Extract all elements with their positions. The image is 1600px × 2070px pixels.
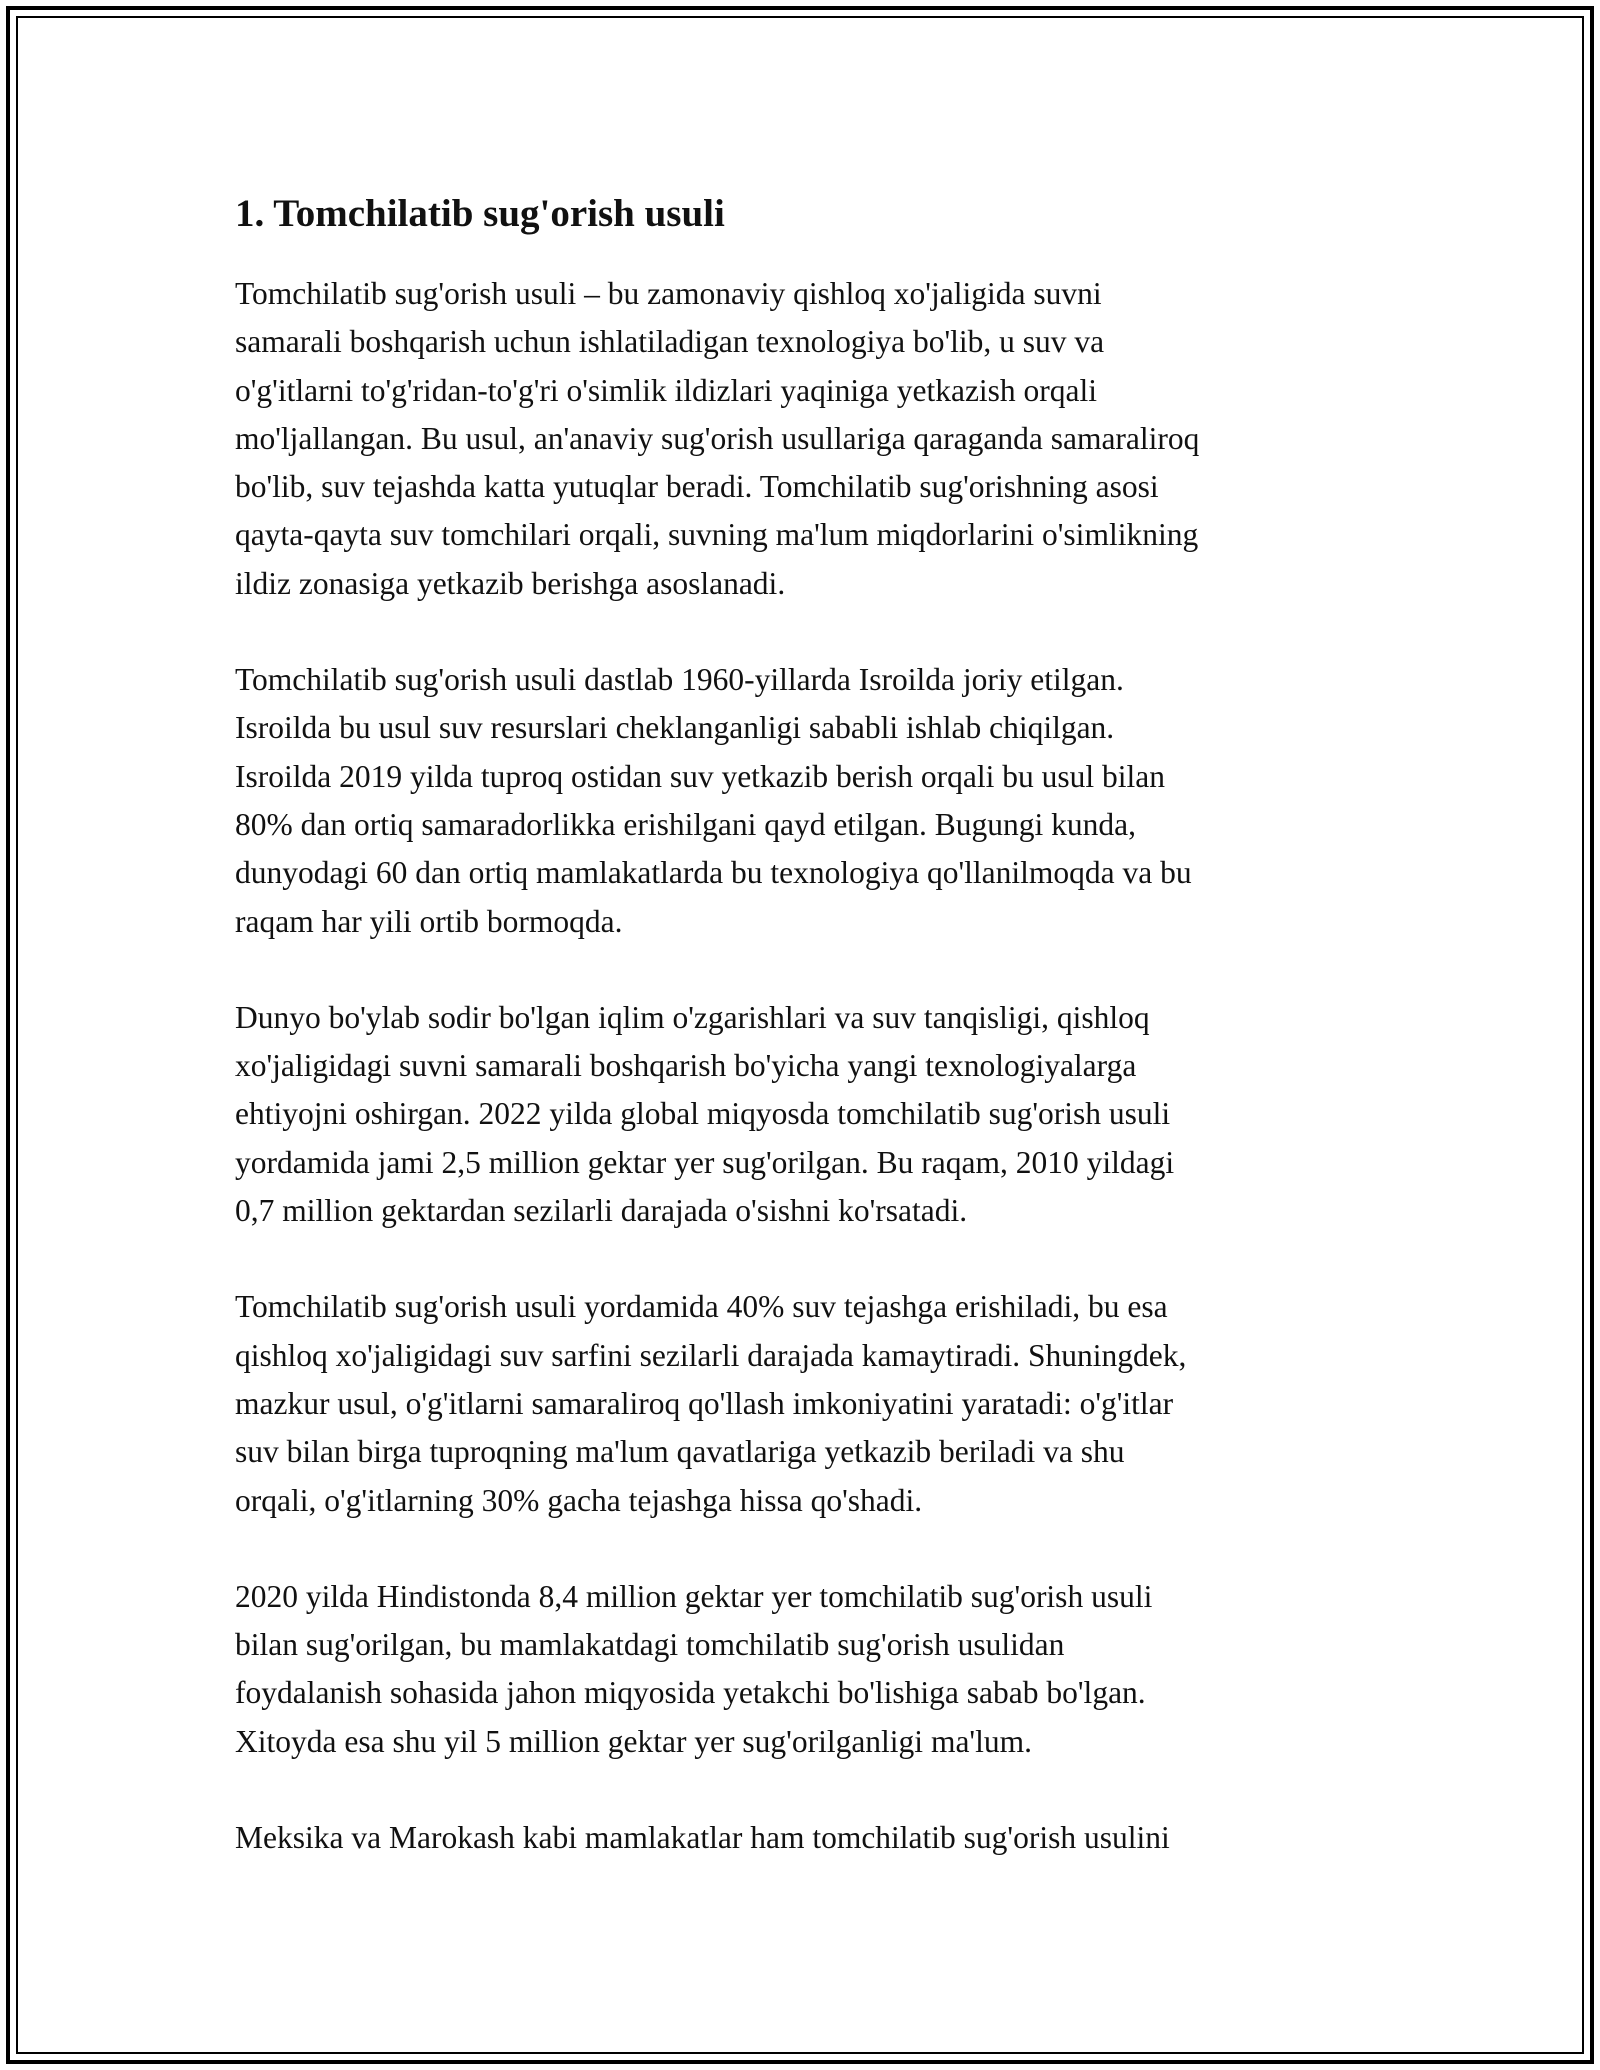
text-line: bo'lib, suv tejashda katta yutuqlar beradi. Tomchilatib sug'orishning asosi — [235, 469, 1159, 505]
paragraph — [235, 270, 1365, 608]
text-line: xo'jaligidagi suvni samarali boshqarish bo'yicha yangi texnologiyalarga — [235, 1048, 1137, 1084]
text-line: Isroilda bu usul suv resurslari cheklanganligi sababli ishlab chiqilgan. — [235, 710, 1115, 746]
text-line: Tomchilatib sug'orish usuli – bu zamonaviy qishloq xo'jaligida suvni — [235, 276, 1102, 311]
text-line: foydalanish sohasida jahon miqyosida yetakchi bo'lishiga sabab bo'lgan. — [235, 1675, 1146, 1711]
text-line: suv bilan birga tuproqning ma'lum qavatlariga yetkazib beriladi va shu — [235, 1434, 1125, 1470]
text-line: yordamida jami 2,5 million gektar yer sug'orilgan. Bu raqam, 2010 yildagi — [235, 1144, 1175, 1180]
text-line: mazkur usul, o'g'itlarni samaraliroq qo'llash imkoniyatini yaratadi: o'g'itlar — [235, 1385, 1174, 1421]
paragraph — [235, 1814, 1365, 1862]
text-line: Tomchilatib sug'orish usuli yordamida 40% suv tejashga erishiladi, bu esa — [235, 1289, 1168, 1325]
text-line: mo'ljallangan. Bu usul, an'anaviy sug'orish usullariga qaraganda samaraliroq — [235, 420, 1200, 456]
text-line: o'g'itlarni to'g'ridan-to'g'ri o'simlik ildizlari yaqiniga yetkazish orqali — [235, 372, 1098, 408]
paragraph — [235, 656, 1365, 946]
paragraph — [235, 1573, 1365, 1766]
text-line: qayta-qayta suv tomchilari orqali, suvning ma'lum miqdorlarini o'simlikning — [235, 517, 1199, 553]
text-line: bilan sug'orilgan, bu mamlakatdagi tomchilatib sug'orish usulidan — [235, 1627, 1065, 1663]
text-line: 0,7 million gektardan sezilarli darajada o'sishni ko'rsatadi. — [235, 1193, 968, 1229]
text-line: Meksika va Marokash kabi mamlakatlar ham tomchilatib sug'orish usulini — [235, 1820, 1170, 1856]
text-line: ildiz zonasiga yetkazib berishga asoslanadi. — [235, 565, 786, 601]
text-line: ehtiyojni oshirgan. 2022 yilda global miqyosda tomchilatib sug'orish usuli — [235, 1096, 1171, 1132]
text-line: samarali boshqarish uchun ishlatiladigan texnologiya bo'lib, u suv va — [235, 324, 1105, 360]
text-line: orqali, o'g'itlarning 30% gacha tejashga hissa qo'shadi. — [235, 1482, 923, 1518]
document-body — [235, 186, 1365, 1910]
text-line: raqam har yili ortib bormoqda. — [235, 903, 623, 939]
section-heading: 1. Tomchilatib sug'orish usuli — [235, 192, 725, 235]
paragraph — [235, 994, 1365, 1235]
text-line: Isroilda 2019 yilda tuproq ostidan suv yetkazib berish orqali bu usul bilan — [235, 758, 1165, 794]
text-line: dunyodagi 60 dan ortiq mamlakatlarda bu texnologiya qo'llanilmoqda va bu — [235, 855, 1192, 891]
text-line: Tomchilatib sug'orish usuli dastlab 1960-yillarda Isroilda joriy etilgan. — [235, 662, 1124, 698]
text-line: 2020 yilda Hindistonda 8,4 million gektar yer tomchilatib sug'orish usuli — [235, 1578, 1153, 1614]
text-line: Xitoyda esa shu yil 5 million gektar yer sug'orilganligi ma'lum. — [235, 1723, 1032, 1759]
paragraph — [235, 1283, 1365, 1524]
text-line: 80% dan ortiq samaradorlikka erishilgani qayd etilgan. Bugungi kunda, — [235, 806, 1137, 842]
text-line: qishloq xo'jaligidagi suv sarfini sezilarli darajada kamaytiradi. Shuningdek, — [235, 1337, 1187, 1373]
text-line: Dunyo bo'ylab sodir bo'lgan iqlim o'zgarishlari va suv tanqisligi, qishloq — [235, 999, 1150, 1035]
